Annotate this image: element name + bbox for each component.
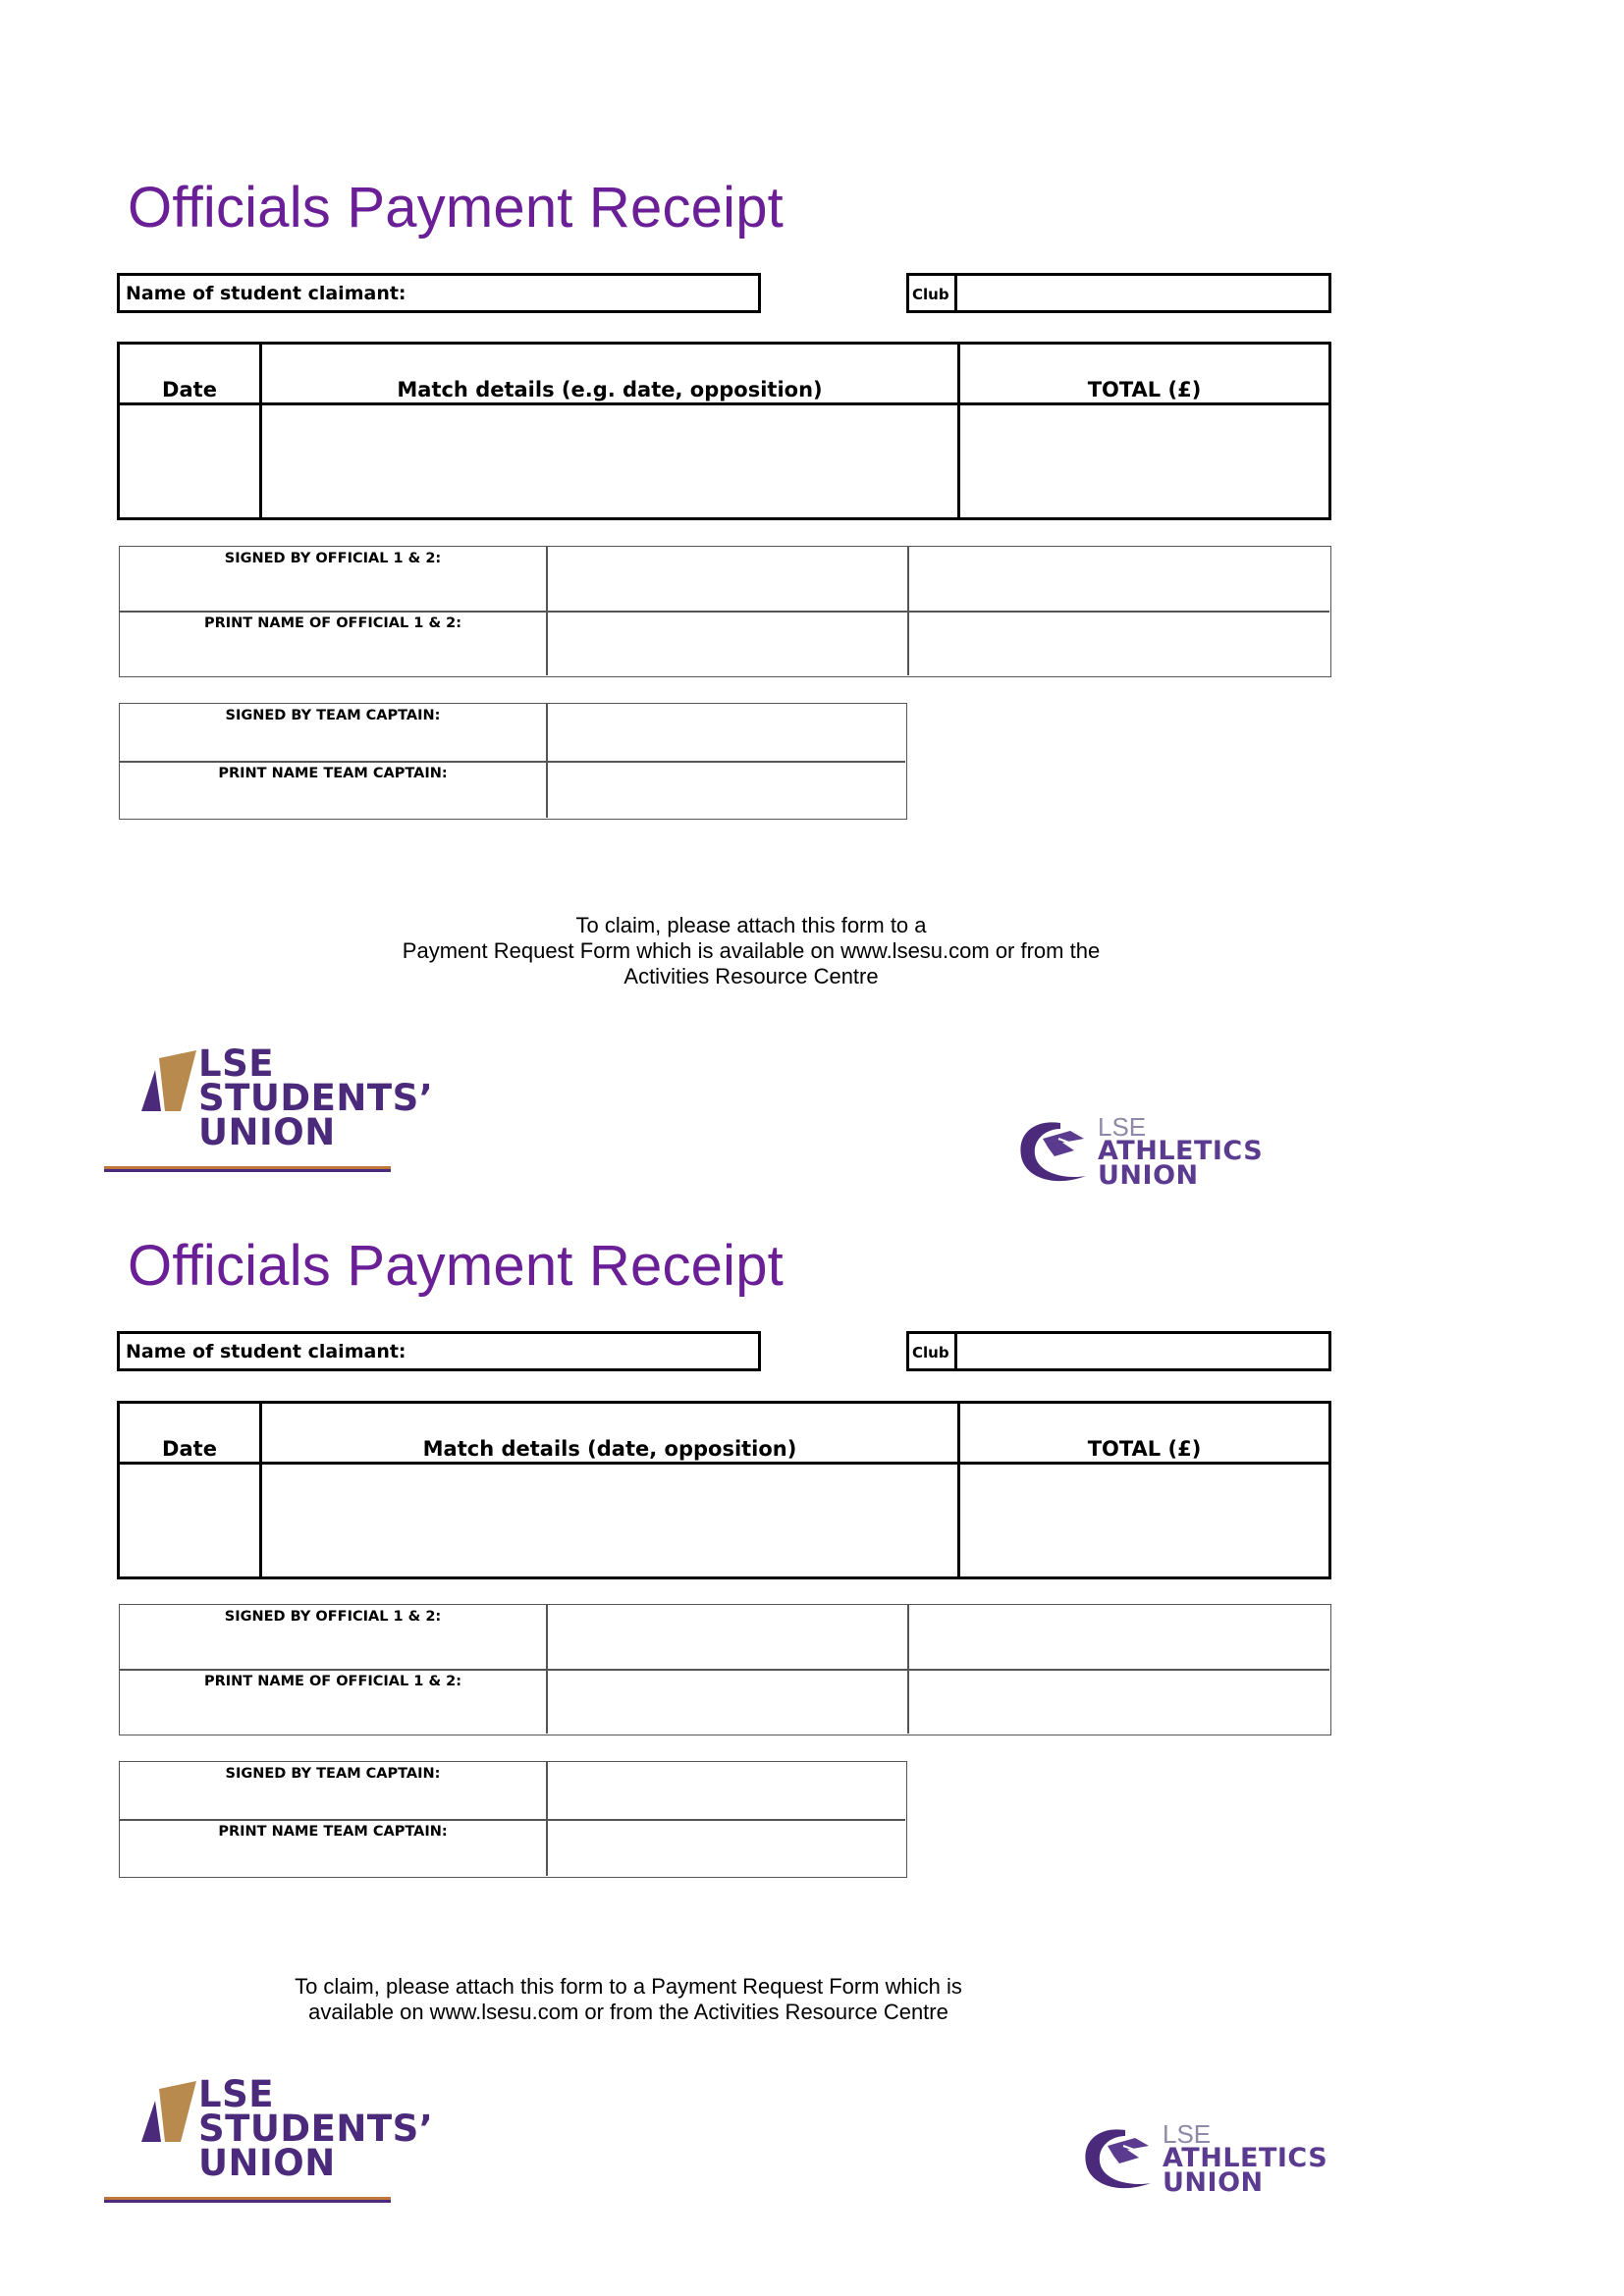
date-cell[interactable] (120, 405, 259, 517)
official-1-name-cell[interactable] (548, 1671, 907, 1734)
match-table (117, 1401, 1331, 1579)
officials-signature-table (119, 546, 1331, 677)
signed-official-label: SIGNED BY OFFICIAL 1 & 2: (224, 1609, 442, 1625)
match-table (117, 342, 1331, 520)
claimant-label: Name of student claimant: (126, 283, 406, 304)
match-details-cell[interactable] (262, 1465, 957, 1576)
club-label: Club (912, 286, 949, 303)
date-cell[interactable] (120, 1465, 259, 1576)
claim-note: To claim, please attach this form to a Payment Request Form which is available on www.lsesu.com or from the Activities Resource Centre (402, 913, 1101, 988)
official-2-signature-cell[interactable] (909, 547, 1329, 611)
captain-signature-cell[interactable] (548, 704, 905, 761)
claim-note: To claim, please attach this form to a Payment Request Form which is available on www.lsesu.com or from the Activities Resource Centre (295, 1974, 962, 2024)
lse-athletics-union-logo: LSE ATHLETICS UNION (1015, 1115, 1271, 1186)
claimant-name-field[interactable] (117, 273, 761, 313)
signed-official-label: SIGNED BY OFFICIAL 1 & 2: (224, 551, 442, 566)
officials-signature-table (119, 1604, 1331, 1735)
official-2-signature-cell[interactable] (909, 1605, 1329, 1669)
form-title: Officials Payment Receipt (128, 1234, 784, 1298)
print-official-label: PRINT NAME OF OFFICIAL 1 & 2: (203, 615, 462, 631)
official-2-name-cell[interactable] (909, 613, 1329, 675)
lse-athletics-union-logo: LSE ATHLETICS UNION (1080, 2122, 1335, 2193)
captain-signature-table (119, 1761, 907, 1878)
print-official-label: PRINT NAME OF OFFICIAL 1 & 2: (203, 1674, 462, 1689)
captain-name-cell[interactable] (548, 1821, 905, 1876)
official-1-signature-cell[interactable] (548, 1605, 907, 1669)
col-match-header: Match details (date, opposition) (422, 1437, 797, 1461)
print-captain-label: PRINT NAME TEAM CAPTAIN: (218, 1824, 448, 1840)
col-total-header: TOTAL (£) (1087, 1437, 1202, 1461)
print-captain-label: PRINT NAME TEAM CAPTAIN: (218, 766, 448, 781)
col-date-header: Date (162, 378, 217, 401)
total-cell[interactable] (960, 1465, 1328, 1576)
signed-captain-label: SIGNED BY TEAM CAPTAIN: (225, 708, 441, 723)
col-match-header: Match details (e.g. date, opposition) (397, 378, 823, 401)
club-label: Club (912, 1344, 949, 1362)
club-field[interactable] (906, 273, 1331, 313)
signed-captain-label: SIGNED BY TEAM CAPTAIN: (225, 1766, 441, 1782)
form-title: Officials Payment Receipt (128, 176, 784, 240)
lse-su-logo: LSE STUDENTS’ UNION (104, 1041, 393, 1178)
official-1-signature-cell[interactable] (548, 547, 907, 611)
captain-signature-table (119, 703, 907, 820)
col-date-header: Date (162, 1437, 217, 1461)
official-2-name-cell[interactable] (909, 1671, 1329, 1734)
captain-name-cell[interactable] (548, 763, 905, 818)
official-1-name-cell[interactable] (548, 613, 907, 675)
col-total-header: TOTAL (£) (1087, 378, 1202, 401)
captain-signature-cell[interactable] (548, 1762, 905, 1819)
claimant-label: Name of student claimant: (126, 1341, 406, 1362)
claimant-name-field[interactable] (117, 1331, 761, 1371)
lse-su-logo: LSE STUDENTS’ UNION (104, 2071, 393, 2209)
total-cell[interactable] (960, 405, 1328, 517)
match-details-cell[interactable] (262, 405, 957, 517)
club-field[interactable] (906, 1331, 1331, 1371)
